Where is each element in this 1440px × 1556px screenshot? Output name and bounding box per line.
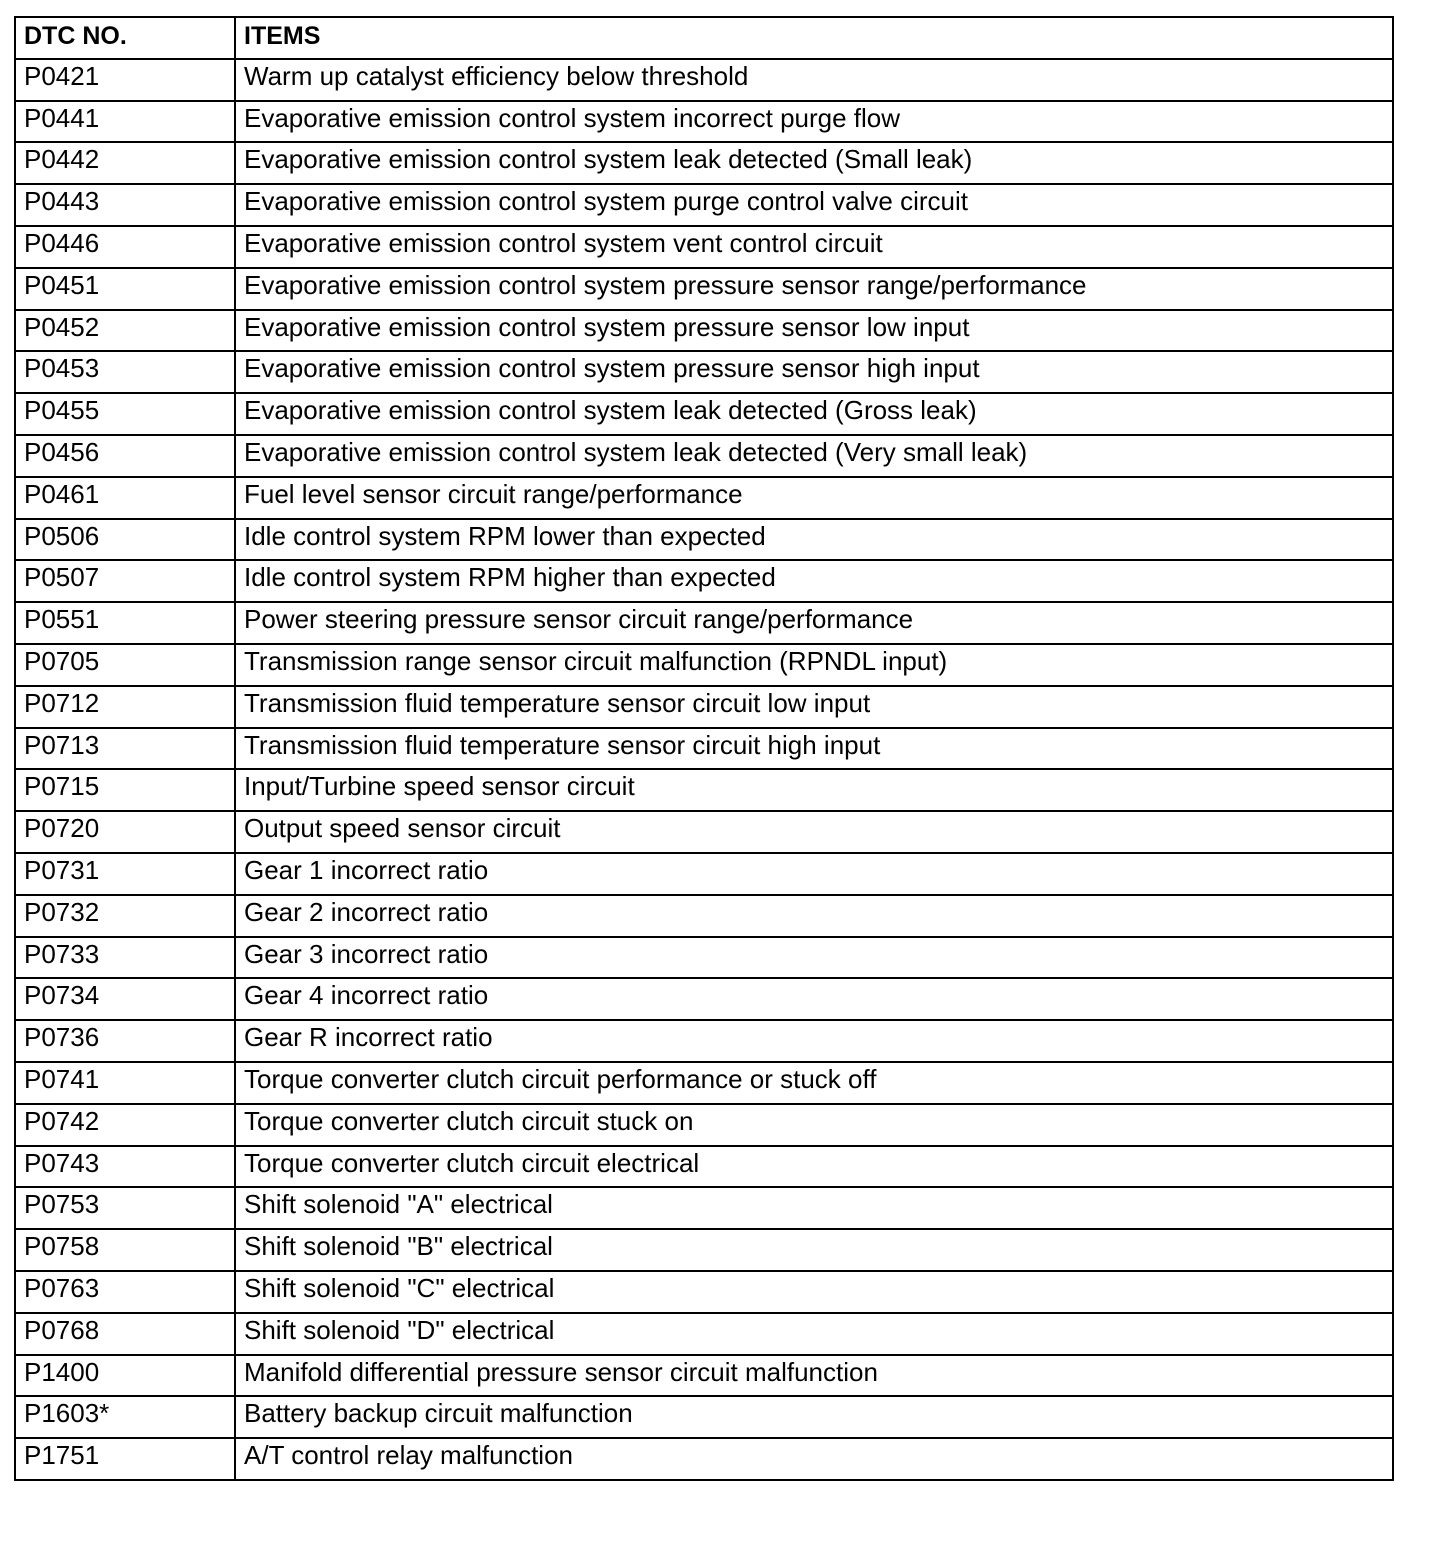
dtc-code-cell: P0763 [15, 1271, 235, 1313]
table-row [15, 142, 1393, 184]
dtc-item-cell: Output speed sensor circuit [235, 811, 1393, 853]
dtc-code-cell: P0734 [15, 978, 235, 1020]
dtc-item-cell: Gear 4 incorrect ratio [235, 978, 1393, 1020]
dtc-table [14, 16, 1394, 1481]
table-row [15, 1146, 1393, 1188]
table-row [15, 728, 1393, 770]
table-row [15, 351, 1393, 393]
table-row [15, 686, 1393, 728]
dtc-item-cell: Fuel level sensor circuit range/performance [235, 477, 1393, 519]
dtc-code-cell: P0443 [15, 184, 235, 226]
table-row [15, 393, 1393, 435]
dtc-item-cell: Evaporative emission control system leak detected (Small leak) [235, 142, 1393, 184]
dtc-code-cell: P0446 [15, 226, 235, 268]
dtc-item-cell: Gear R incorrect ratio [235, 1020, 1393, 1062]
dtc-item-cell: Shift solenoid "B" electrical [235, 1229, 1393, 1271]
dtc-code-cell: P0731 [15, 853, 235, 895]
dtc-code-cell: P0768 [15, 1313, 235, 1355]
dtc-code-cell: P1603* [15, 1396, 235, 1438]
table-row [15, 1355, 1393, 1397]
dtc-item-cell: Torque converter clutch circuit stuck on [235, 1104, 1393, 1146]
dtc-item-cell: Transmission fluid temperature sensor circuit high input [235, 728, 1393, 770]
table-row [15, 268, 1393, 310]
dtc-code-cell: P0758 [15, 1229, 235, 1271]
table-row [15, 1313, 1393, 1355]
table-row [15, 1271, 1393, 1313]
dtc-table-container [14, 16, 1392, 1481]
table-row [15, 811, 1393, 853]
table-row [15, 435, 1393, 477]
dtc-code-cell: P1751 [15, 1438, 235, 1480]
table-row [15, 1396, 1393, 1438]
table-row [15, 560, 1393, 602]
dtc-code-cell: P0441 [15, 101, 235, 143]
dtc-code-cell: P0753 [15, 1187, 235, 1229]
dtc-code-cell: P0507 [15, 560, 235, 602]
dtc-item-cell: Transmission fluid temperature sensor circuit low input [235, 686, 1393, 728]
dtc-item-cell: Shift solenoid "C" electrical [235, 1271, 1393, 1313]
dtc-item-cell: Gear 1 incorrect ratio [235, 853, 1393, 895]
dtc-item-cell: Evaporative emission control system leak detected (Gross leak) [235, 393, 1393, 435]
dtc-code-cell: P0736 [15, 1020, 235, 1062]
table-row [15, 895, 1393, 937]
dtc-code-cell: P0742 [15, 1104, 235, 1146]
dtc-code-cell: P0720 [15, 811, 235, 853]
dtc-item-cell: Evaporative emission control system vent control circuit [235, 226, 1393, 268]
table-row [15, 101, 1393, 143]
dtc-code-cell: P0712 [15, 686, 235, 728]
dtc-item-cell: Gear 2 incorrect ratio [235, 895, 1393, 937]
dtc-item-cell: Evaporative emission control system pressure sensor range/performance [235, 268, 1393, 310]
dtc-item-cell: Torque converter clutch circuit performance or stuck off [235, 1062, 1393, 1104]
dtc-code-cell: P0551 [15, 602, 235, 644]
dtc-item-cell: Shift solenoid "A" electrical [235, 1187, 1393, 1229]
dtc-item-cell: Evaporative emission control system purge control valve circuit [235, 184, 1393, 226]
dtc-item-cell: Torque converter clutch circuit electrical [235, 1146, 1393, 1188]
table-row [15, 1187, 1393, 1229]
dtc-item-cell: Evaporative emission control system leak detected (Very small leak) [235, 435, 1393, 477]
dtc-item-cell: Gear 3 incorrect ratio [235, 937, 1393, 979]
dtc-item-cell: A/T control relay malfunction [235, 1438, 1393, 1480]
dtc-item-cell: Manifold differential pressure sensor circuit malfunction [235, 1355, 1393, 1397]
dtc-code-cell: P0421 [15, 59, 235, 101]
table-row [15, 1104, 1393, 1146]
table-row [15, 1020, 1393, 1062]
table-row [15, 1438, 1393, 1480]
table-body [15, 59, 1393, 1480]
table-row [15, 853, 1393, 895]
table-row [15, 226, 1393, 268]
header-dtc-no: DTC NO. [15, 17, 235, 59]
table-row [15, 59, 1393, 101]
dtc-code-cell: P1400 [15, 1355, 235, 1397]
table-row [15, 477, 1393, 519]
dtc-item-cell: Power steering pressure sensor circuit range/performance [235, 602, 1393, 644]
dtc-item-cell: Shift solenoid "D" electrical [235, 1313, 1393, 1355]
dtc-code-cell: P0461 [15, 477, 235, 519]
table-header-row [15, 17, 1393, 59]
dtc-code-cell: P0705 [15, 644, 235, 686]
dtc-item-cell: Transmission range sensor circuit malfunction (RPNDL input) [235, 644, 1393, 686]
dtc-code-cell: P0743 [15, 1146, 235, 1188]
dtc-item-cell: Idle control system RPM lower than expected [235, 519, 1393, 561]
dtc-code-cell: P0741 [15, 1062, 235, 1104]
dtc-item-cell: Evaporative emission control system incorrect purge flow [235, 101, 1393, 143]
table-row [15, 1229, 1393, 1271]
table-row [15, 519, 1393, 561]
table-row [15, 602, 1393, 644]
dtc-code-cell: P0452 [15, 310, 235, 352]
dtc-code-cell: P0733 [15, 937, 235, 979]
table-row [15, 644, 1393, 686]
dtc-item-cell: Evaporative emission control system pressure sensor low input [235, 310, 1393, 352]
table-row [15, 769, 1393, 811]
dtc-item-cell: Idle control system RPM higher than expected [235, 560, 1393, 602]
dtc-code-cell: P0453 [15, 351, 235, 393]
dtc-code-cell: P0456 [15, 435, 235, 477]
dtc-item-cell: Warm up catalyst efficiency below threshold [235, 59, 1393, 101]
header-items: ITEMS [235, 17, 1393, 59]
dtc-item-cell: Input/Turbine speed sensor circuit [235, 769, 1393, 811]
dtc-code-cell: P0442 [15, 142, 235, 184]
table-row [15, 937, 1393, 979]
table-row [15, 184, 1393, 226]
dtc-code-cell: P0713 [15, 728, 235, 770]
dtc-item-cell: Battery backup circuit malfunction [235, 1396, 1393, 1438]
table-row [15, 1062, 1393, 1104]
dtc-code-cell: P0451 [15, 268, 235, 310]
dtc-code-cell: P0732 [15, 895, 235, 937]
dtc-code-cell: P0715 [15, 769, 235, 811]
dtc-code-cell: P0506 [15, 519, 235, 561]
table-row [15, 978, 1393, 1020]
dtc-code-cell: P0455 [15, 393, 235, 435]
table-row [15, 310, 1393, 352]
dtc-item-cell: Evaporative emission control system pressure sensor high input [235, 351, 1393, 393]
